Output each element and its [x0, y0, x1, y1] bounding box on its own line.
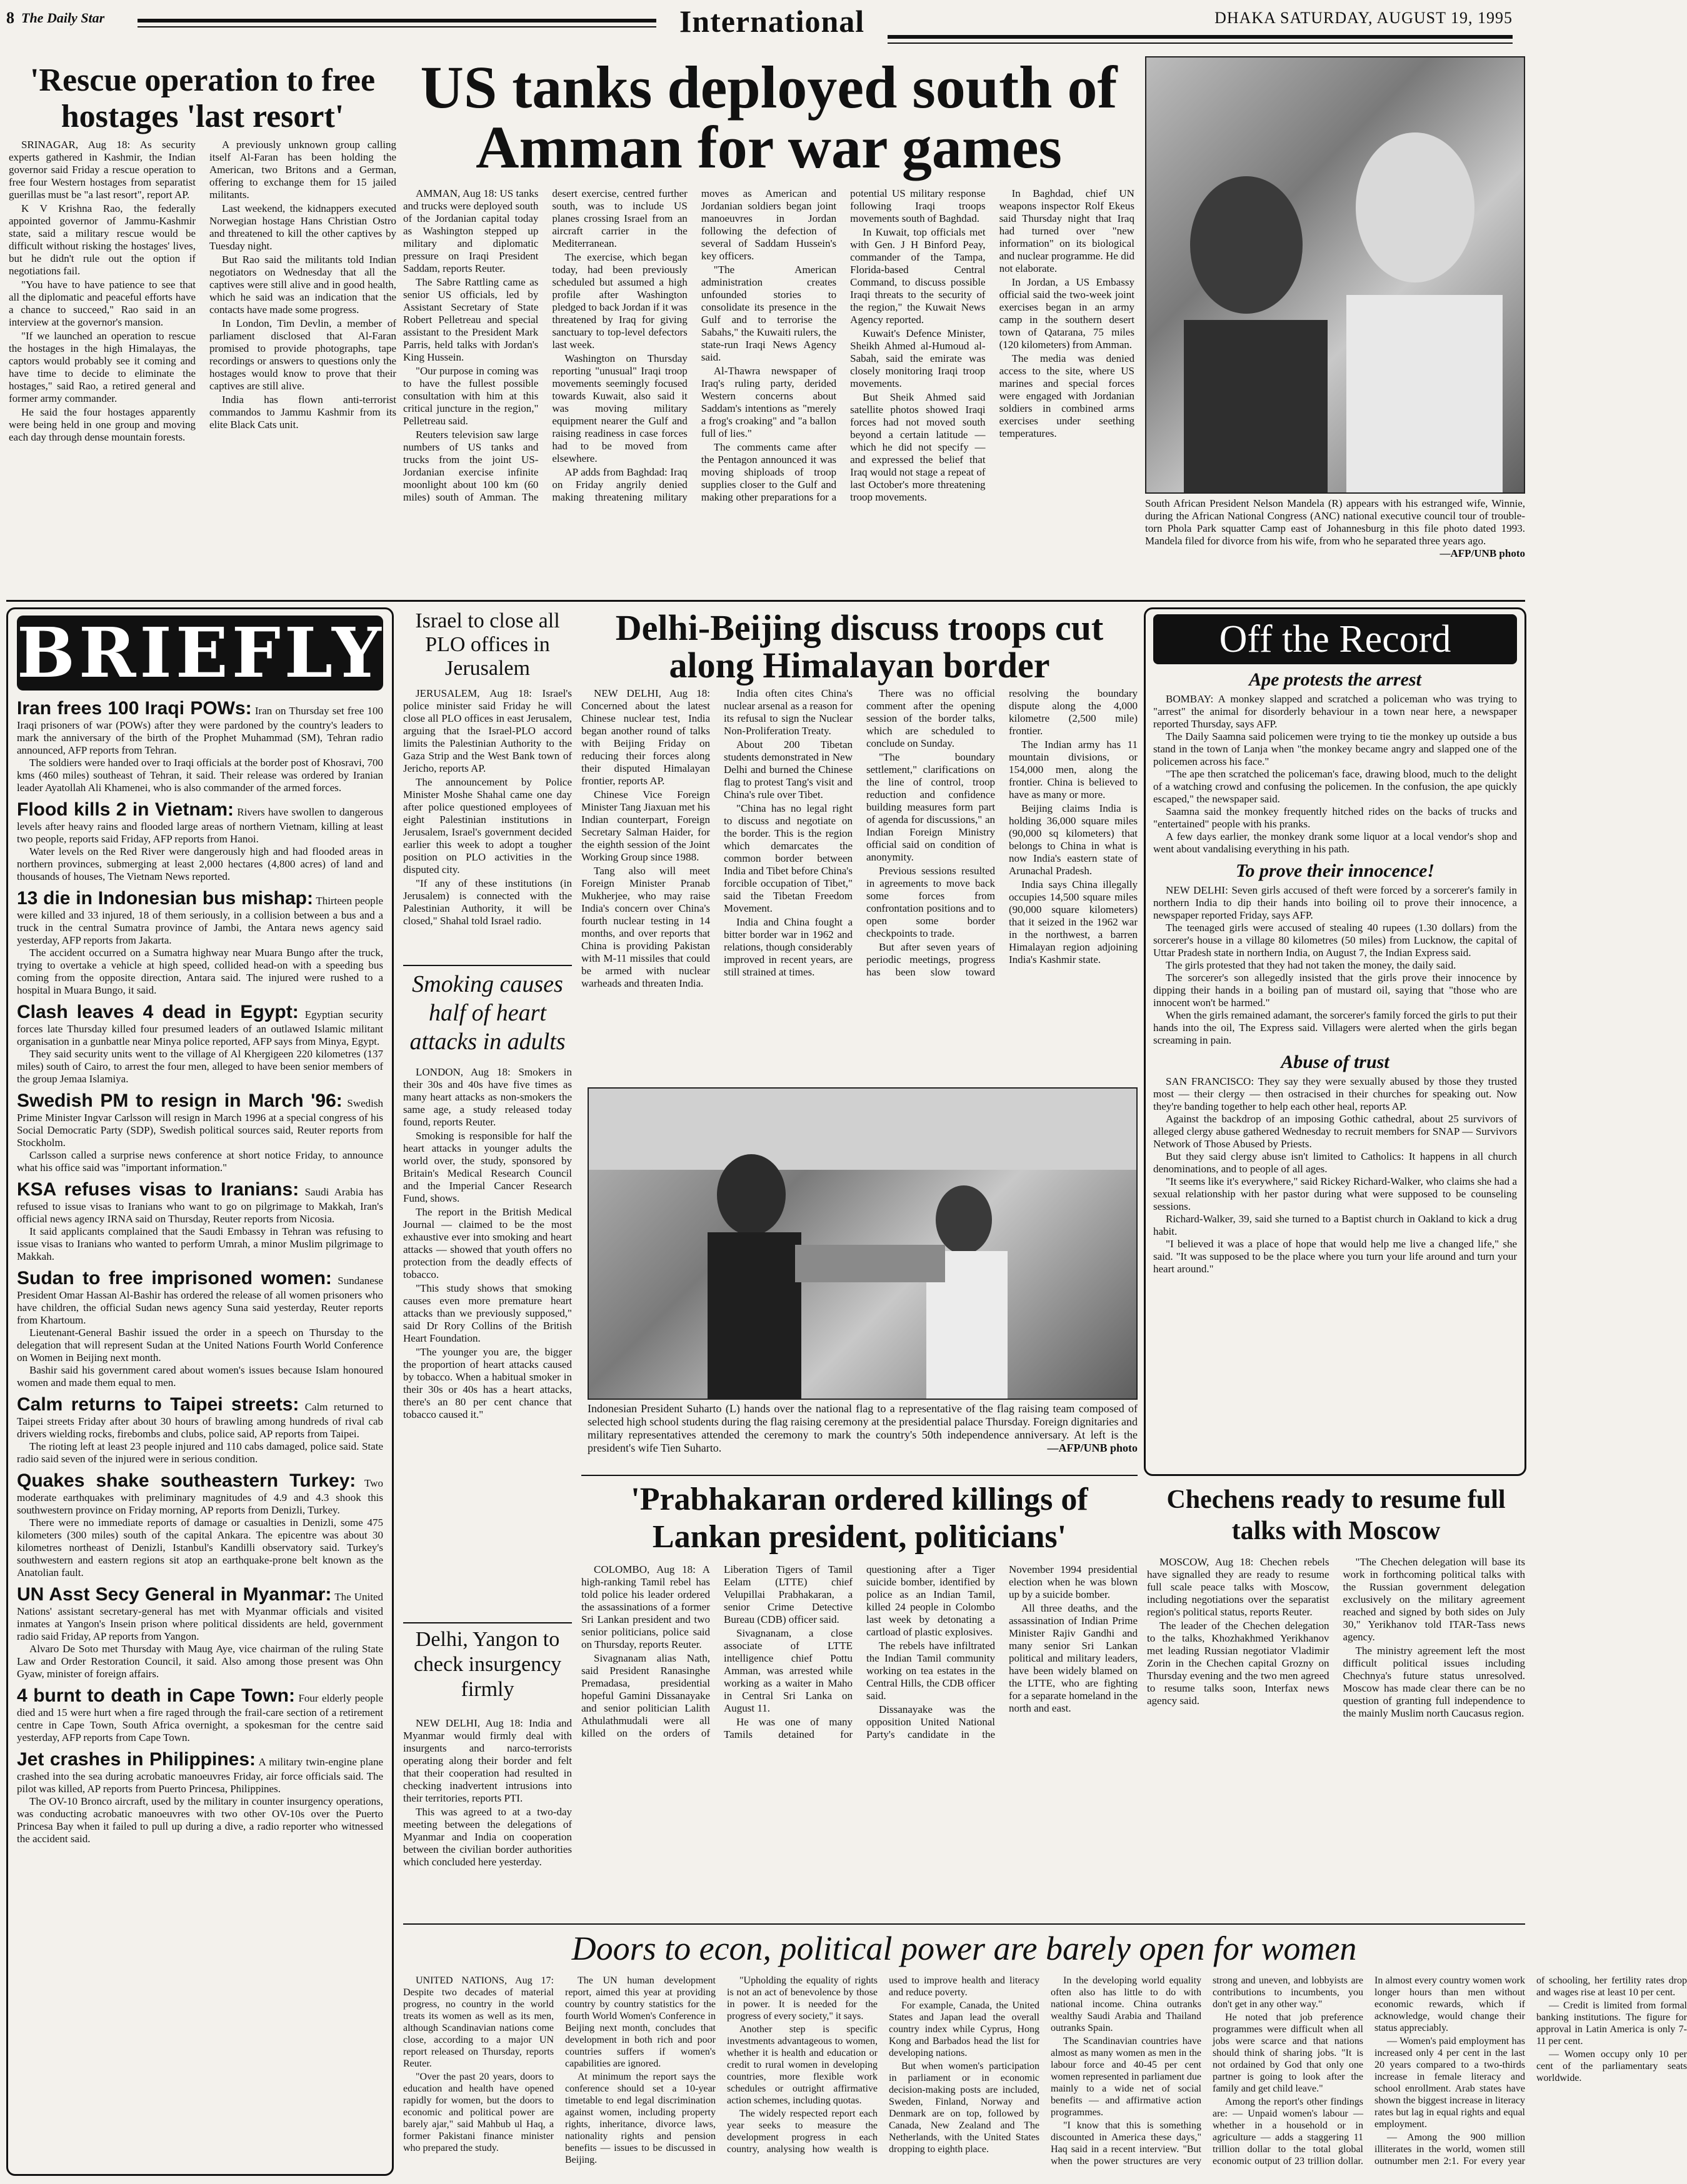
- masthead-rule-right-thin: [888, 42, 1513, 44]
- prabhakaran-para: COLOMBO, Aug 18: A high-ranking Tamil rebel has told police his leader ordered the assassinations of a former Sri Lankan president and two senior politicians, police said on Thursday, reports Reuter.: [581, 1563, 710, 1650]
- israel-body: [403, 687, 572, 956]
- delhi-para: India and China fought a bitter border war in 1962 and relations, though considerably improved in recent years, are still strained at times.: [724, 916, 853, 978]
- rescue-para: K V Krishna Rao, the federally appointed governor of Jammu-Kashmir state, said a military rescue would be difficult without risking the hostages' lives, but he didn't rule out the option if negotiations fail.: [9, 202, 196, 277]
- chechens-para: The leader of the Chechen delegation to the talks, Khozhakhmed Yerikhanov met leading Russian negotiator Vladimir Zorin in the Chechen capital Grozny on Thursday evening and the two men agreed to resume talks soon, Interfax news agency said.: [1147, 1620, 1329, 1707]
- brief-text: Bashir said his government cared about women's issues because Islam honoured women and made them equal to men.: [17, 1364, 383, 1389]
- brief-text: There were no immediate reports of damage or casualties in Denizli, some 475 kilometers (300 miles) south of the capital Ankara. The epicentre was about 30 kilometres northeast of Denizli, Istanbul's Kandilli observatory said. Turkey's southwestern and eastern regions sit atop an earthquake-prone belt known as the Anatolian fault.: [17, 1517, 383, 1578]
- mandela-caption-text: South African President Nelson Mandela (R) appears with his estranged wife, Winnie, during the African National Congress (ANC) national executive council tour of trouble-torn Phola Park squatter Camp east of Johannesburg in this file photo dated 1993. Mandela filed for divorce from his wife, from who he separated three years ago.: [1145, 497, 1525, 547]
- women-para: "Upholding the equality of rights is not an act of benevolence by those in power. It is needed for the progress of every society," it says.: [727, 1975, 878, 2022]
- brief-item: [17, 1002, 383, 1085]
- delhi-para: India says China illegally occupies 14,500 square miles (90,000 square kilometers) that it seized in the 1962 war in the northwest, a barren Himalayan region adjoining India's Kashmir state.: [1009, 879, 1138, 965]
- chechens-body: [1147, 1556, 1525, 1918]
- mandela-photo: [1145, 56, 1525, 494]
- women-para: The UN human development report, aimed this year at providing country by country statistics for the fourth World Women's Conference in Beijing next month, concludes that development in both rich and poor countries suffers if women's capabilities are ignored.: [565, 1975, 716, 2069]
- delhi-para: The Indian army has 11 mountain divisions, or 154,000 men, along the frontier. China is believed to have as many or more.: [1009, 739, 1138, 800]
- brief-text: A military twin-engine plane crashed into the sea during acrobatic manoeuvres Friday, air force officials said. The pilot was killed, AP reports from Puerto Princesa, Philippines.: [17, 1756, 383, 1795]
- otr-para: NEW DELHI: Seven girls accused of theft were forced by a sorcerer's family in northern India to dip their hands into boiling oil to prove their innocence, a newspaper reported Friday, says AFP.: [1153, 884, 1517, 921]
- brief-text: The United Nations' assistant secretary-general has met with Myanmar officials and visited inmates at Yangon's Insein prison where political dissidents are held, government radio said Friday, AP reports from Yangon.: [17, 1591, 383, 1642]
- women-para: "Over the past 20 years, doors to education and health have opened rapidly for women, but the doors to economic and political power are barely ajar," said Mahbub ul Haq, a former Pakistani finance minister who prepared the study.: [403, 2072, 554, 2153]
- brief-head: Swedish PM to resign in March '96:: [17, 1090, 343, 1111]
- smoking-para: Smoking is responsible for half the heart attacks in younger adults the world over, the study, sponsored by Britain's Medical Research Council and the Imperial Cancer Research Fund, shows.: [403, 1130, 572, 1204]
- brief-item: [17, 799, 383, 883]
- brief-item: [17, 698, 383, 794]
- women-headline: Doors to econ, political power are barely open for women: [571, 1930, 1357, 1967]
- brief-text: Water levels on the Red River were dangerously high and had flooded areas in northern provinces, submerging at least 2,000 hectares (4,800 acres) of land and thousands of houses, The Vietnam News reported.: [17, 845, 383, 882]
- chechens-para: The ministry agreement left the most difficult political issues including Chechnya's future status unresolved. Moscow has made clear there can be no question of granting full independence to the mainly Muslim north Caucasus region.: [1343, 1645, 1525, 1719]
- israel-rule: [403, 965, 572, 966]
- suharto-photo: [588, 1087, 1138, 1400]
- dateline: DHAKA SATURDAY, AUGUST 19, 1995: [1214, 9, 1513, 27]
- lead-para: The comments came after the Pentagon announced it was moving shiploads of troop supplies closer to the Gulf and making other preparations for a potential US military response following Iraqi troops movements south of Baghdad.: [701, 187, 986, 503]
- women-para: He noted that job preference programmes were difficult when all jobs were scarce and that nations should think of sharing jobs. "It is not ordained by God that only one partner is going to look after the family and get child leave.": [1213, 2012, 1363, 2094]
- otr-para: "I believed it was a place of hope that would help me live a changed life," she said. "It was supposed to be the place where you turn your life around and turn your heart around.": [1153, 1238, 1517, 1275]
- prabhakaran-para: The rebels have infiltrated the Indian Tamil community working on tea estates in the Central Hills, the CDB officer said.: [866, 1640, 995, 1702]
- brief-text: Calm returned to Taipei streets Friday after about 30 hours of brawling among hundreds of rival cab drivers wielding rocks, firebombs and clubs, police said, AP reports from Taipei.: [17, 1401, 383, 1440]
- rescue-para: SRINAGAR, Aug 18: As security experts gathered in Kashmir, the Indian governor said Friday a rescue operation to free four Western hostages from separatist guerillas must be "a last resort", report AP.: [9, 139, 196, 201]
- brief-text: Saudi Arabia has refused to issue visas to Iranians who want to go on pilgrimage to Makkah, Iran's official news agency IRNA said on Thursday, Reuter reports from Nicosia.: [17, 1186, 383, 1225]
- photo-placeholder-icon: [1146, 57, 1524, 492]
- lead-para: "Our purpose in coming was to have the fullest possible consultation with him at this critical juncture in the region," Pelletreau said.: [403, 365, 539, 427]
- suharto-caption-text: Indonesian President Suharto (L) hands over the national flag to a representative of the flag raising team composed of selected high school students during the flag raising ceremony at the presidential palace Thursday. Foreign dignitaries and military representatives attended the ceremony to mark the country's 50th independence anniversary. At left is the president's wife Tien Suharto.: [588, 1402, 1138, 1454]
- delhi-para: NEW DELHI, Aug 18: Concerned about the latest Chinese nuclear test, India began another round of talks with Beijing Friday on reducing their forces along their disputed Himalayan frontier, reports AP.: [581, 687, 710, 787]
- rescue-para: Last weekend, the kidnappers executed Norwegian hostage Hans Christian Ostro and threatened to kill the other captives by Tuesday night.: [209, 202, 396, 252]
- smoking-rule: [403, 1622, 572, 1623]
- otr-para: The girls protested that they had not taken the money, the daily said.: [1166, 959, 1456, 971]
- israel-para: JERUSALEM, Aug 18: Israel's police minister said Friday he will close all PLO offices in east Jerusalem, arguing that the Israel-PLO accord limits the Palestinian Authority to the Gaza Strip and the West Bank town of Jericho, reports AP.: [403, 687, 572, 774]
- chechens-para: MOSCOW, Aug 18: Chechen rebels have signalled they are ready to resume full scale peace talks with Moscow, including negotiations over the separatist region's political status, reports Reuter.: [1147, 1556, 1329, 1618]
- otr-para: The sorcerer's son allegedly insisted that the girls prove their innocence by dipping their hands in a boiling pan of mustard oil, saying that "those who are innocent won't be harmed.": [1153, 972, 1517, 1009]
- rescue-para: "If we launched an operation to rescue the hostages in the high Himalayas, the captors would probably see it coming and have time to decide to eliminate the hostages," said Rao, a retired general and former army commander.: [9, 330, 196, 404]
- women-para: "I know that this is something discounted in America these days," Haq said in a recent interview. "But when the power structures are very strong and uneven, and lobbyists are contributions to incumbents, you don't get in any other way.": [1051, 1975, 1363, 2167]
- smoking-para: The report in the British Medical Journal — claimed to be the most exhaustive ever into smoking and heart attacks — showed that youth offers no protection from the deadly effects of tobacco.: [403, 1206, 572, 1280]
- otr-para: When the girls remained adamant, the sorcerer's family forced the girls to put their hands into the oil, The Express said. Villagers were alerted when the girls began screaming in pain.: [1153, 1009, 1517, 1046]
- prabhakaran-para: Sivagnanam alias Nath, said President Ranasinghe Premadasa, presidential hopeful Gamini Dissanayake and senior politician Lalith Athulathmudali were all killed on the orders of Liberation Tigers of Tamil Eelam (LTTE) chief Velupillai Prabhakaran, a senior Crime Detective Bureau (CDB) officer said.: [581, 1563, 853, 1739]
- otr-subhead: Ape protests the arrest: [1249, 669, 1421, 690]
- brief-text: Four elderly people died and 15 were hurt when a fire raged through the frail-care section of a retirement centre in Cape Town, South Africa overnight, a spokesman for the centre said yesterday, AFP reports from Cape Town.: [17, 1692, 383, 1743]
- delhi-headline: Delhi-Beijing discuss troops cut along Himalayan border: [615, 607, 1104, 686]
- women-para: — Women occupy only 10 per cent of the parliamentary seats worldwide.: [1536, 2049, 1687, 2083]
- brief-head: Calm returns to Taipei streets:: [17, 1394, 299, 1415]
- delhi-para: "The boundary settlement," clarifications on the line of control, troop reduction and confidence building measures form part of agenda for discussions," an Indian Foreign Ministry official said on condition of anonymity.: [866, 751, 995, 863]
- otr-para: Richard-Walker, 39, said she turned to a Baptist church in Oakland to kick a drug habit.: [1153, 1213, 1517, 1237]
- masthead-rule-left-thin: [138, 26, 656, 27]
- lead-para: AP adds from Baghdad: Iraq on Friday angrily denied making threatening military moves as American and Jordanian soldiers began joint manoeuvres in Jordan following the defection of several of Saddam Hussein's key officers.: [552, 187, 837, 503]
- delhi-para: There was no official comment after the opening session of the border talks, which are scheduled to conclude on Sunday.: [866, 687, 995, 749]
- brief-item: [17, 1749, 383, 1845]
- otr-subhead: To prove their innocence!: [1235, 860, 1435, 881]
- suharto-credit: —AFP/UNB photo: [1047, 1442, 1138, 1454]
- women-para: — Among the 900 million illiterates in the world, women still outnumber men 2:1. For every year of schooling, her fertility rates drop and wages rise at least 10 per cent.: [1374, 1975, 1687, 2167]
- photo-placeholder-icon: [589, 1089, 1136, 1399]
- brief-item: [17, 888, 383, 997]
- brief-text: Egyptian security forces late Thursday killed four presumed leaders of an outlawed Islamic militant organisation in a gunbattle near Minya police reported, AFP says from Minya, Egypt.: [17, 1009, 383, 1047]
- women-para: UNITED NATIONS, Aug 17: Despite two decades of material progress, no country in the world treats its women as well as its men, although Scandinavian nations come close, according to a major UN report released on Thursday, reports Reuter.: [403, 1975, 554, 2069]
- women-body: [403, 1975, 1687, 2178]
- lead-para: The media was denied access to the site, where US marines and special forces were engaged with Jordanian soldiers in combined arms exercises under seething temperatures.: [999, 352, 1134, 439]
- lead-para: But Sheik Ahmed said satellite photos showed Iraqi forces had not moved south beyond a certain latitude — which he did not specify — and expressed the belief that Iraq would not stage a repeat of last October's more threatening troop movements.: [850, 391, 986, 503]
- section-title: International: [679, 4, 865, 39]
- otr-para: BOMBAY: A monkey slapped and scratched a policeman who was trying to "arrest" the animal for disorderly behaviour in a town near here, a newspaper reported Thursday, says AFP.: [1153, 693, 1517, 730]
- rescue-para: In London, Tim Devlin, a member of parliament disclosed that Al-Faran promised to provide photographs, tape recordings or answers to questions only the hostages would know to prove that their captives are still alive.: [209, 317, 396, 392]
- women-para: At minimum the report says the conference should set a 10-year timetable to end legal discrimination against women, including property rights, inheritance, divorce laws, nationality rights and pension benefits — issues to be discussed in Beijing.: [565, 2072, 716, 2165]
- otr-para: Saamna said the monkey frequently hitched rides on the backs of trucks and "entertained" people with his pranks.: [1153, 805, 1517, 830]
- brief-head: Iran frees 100 Iraqi POWs:: [17, 698, 252, 719]
- smoking-para: "The younger you are, the bigger the proportion of heart attacks caused by tobacco. When a habitual smoker in their 30s or 40s has a heart attacks, there's an 80 per cent chance that tobacco caused it.": [403, 1346, 572, 1420]
- smoking-body: [403, 1066, 572, 1616]
- brief-text: Iran on Thursday set free 100 Iraqi prisoners of war (POWs) after they were pardoned by the country's leaders to mark the anniversary of the birth of the Prophet Muhammad (SM), Tehran radio announced, AFP reports from Tehran.: [17, 705, 384, 756]
- lead-para: Reuters television saw large numbers of US tanks and trucks from the joint US-Jordanian exercise infinite moonlight about 100 km (60 miles) south of Amman. The desert exercise, centred further south, was to include US planes crossing Israel from an aircraft carrier in the Mediterranean.: [403, 187, 688, 503]
- women-para: In the developing world equality often also has little to do with national income. China outranks wealthy Saudi Arabia and Thailand outranks Spain.: [1051, 1975, 1201, 2033]
- brief-text: The soldiers were handed over to Iraqi officials at the border post of Khosravi, 700 kms (460 miles) southeast of Tehran, it said. Their release was ordered by Iranian leader Ayatollah Ali Khamenei, who is also commander of the armed forces.: [17, 757, 383, 794]
- lead-body: [403, 187, 1134, 600]
- women-para: Among the report's other findings are: — Unpaid women's labour — whether in a household or in agriculture — adds a staggering 11 trillion dollar to the total global economic output of 23 trillion dollar. In almost every country women work longer hours than men without economic rewards, which if acknowledge, would change their status appreciably.: [1213, 1975, 1525, 2167]
- lead-para: Washington on Thursday reporting "unusual" Iraqi troop movements seemingly focused towards Kuwait, also said it was moving military equipment nearer the Gulf and raising readiness in case forces had to be moved from elsewhere.: [552, 352, 688, 464]
- women-para: The Scandinavian countries have almost as many women as men in the labour force and 40-45 per cent women represented in parliament due mainly to a wide net of social benefits — and affirmative action programmes.: [1051, 2036, 1201, 2118]
- women-para: Another step is specific investments advantageous to women, whether it is health and education or credit to rural women in developing countries, more flexible work schedules or outright affirmative action schemes, including quotas.: [727, 2024, 878, 2106]
- brief-text: Carlsson called a surprise news conference at short notice Friday, to announce what his office said was "important information.": [17, 1149, 383, 1174]
- photo-rule: [581, 1475, 1138, 1476]
- rescue-para: A previously unknown group calling itself Al-Faran has been holding the American, two Britons and a German, offering to exchange them for 15 jailed militants.: [209, 139, 396, 201]
- brief-head: Jet crashes in Philippines:: [17, 1749, 256, 1770]
- brief-text: Rivers have swollen to dangerous levels after heavy rains and flooded large areas of northern Vietnam, killing at least two people, reports said Friday, AFP reports from Hanoi.: [17, 806, 384, 845]
- prabhakaran-para: All three deaths, and the assassination of Indian Prime Minister Rajiv Gandhi and many senior Sri Lankan political and military leaders, have been widely blamed on the LTTE, who are fighting for a separate homeland in the north and east.: [1009, 1602, 1138, 1714]
- paper-name: The Daily Star: [21, 10, 105, 26]
- page-number: 8: [6, 9, 14, 27]
- brief-item: [17, 1394, 383, 1465]
- otr-para: The Daily Saamna said policemen were trying to tie the monkey up outside a bus stand in the town of Lanja when "the monkey became angry and slapped one of the policemen across his face.": [1153, 730, 1517, 767]
- prabhakaran-headline: 'Prabhakaran ordered killings of Lankan president, politicians': [631, 1482, 1088, 1555]
- women-para: — Credit is limited from formal banking institutions. The figure for approval in Latin America is only 7-11 per cent.: [1536, 2000, 1687, 2047]
- smoking-para: LONDON, Aug 18: Smokers in their 30s and 40s have five times as many heart attacks as non-smokers the same age, a study released today found, reports Reuter.: [403, 1066, 572, 1128]
- chechens-headline: Chechens ready to resume full talks with Moscow: [1166, 1485, 1506, 1545]
- chechens-para: "The Chechen delegation will base its work in forthcoming political talks with the Russian government delegation exclusively on the military agreement reached and signed by both sides on July 30," Yerikhanov told ITAR-Tass news agency.: [1343, 1556, 1525, 1643]
- otr-para: Against the backdrop of an imposing Gothic cathedral, about 25 survivors of alleged clergy abuse gathered Wednesday to recruit members for SNAP — Survivors Network of Those Abused by Priests.: [1153, 1113, 1517, 1150]
- women-para: For example, Canada, the United States and Japan lead the overall country index while Cyprus, Hong Kong and Barbados head the list for developing nations.: [889, 2000, 1039, 2058]
- delhi-para: Chinese Vice Foreign Minister Tang Jiaxuan met his Indian counterpart, Foreign Secretary Salman Haider, for the eighth session of the Joint Working Group since 1988.: [581, 789, 710, 863]
- women-para: But when women's participation in parliament or in economic decision-making posts are included, Sweden, Finland, Norway and Denmark are on top, followed by Canada, New Zealand and The Netherlands, with the United States dropping to eighth place.: [889, 2061, 1039, 2155]
- otr-para: A few days earlier, the monkey drank some liquor at a local vendor's shop and went about vandalising everything in his path.: [1153, 830, 1517, 855]
- rescue-para: But Rao said the militants told Indian negotiators on Wednesday that all the captives were still alive and in good health, which he said was an indication that the contacts have made some progress.: [209, 254, 396, 316]
- lead-para: "The American administration creates unfounded stories to consolidate its presence in the Gulf and to terrorise the Sabahs," the Kuwaiti rulers, the state-run Iraqi News Agency said.: [701, 264, 837, 363]
- brief-item: [17, 1179, 383, 1263]
- lead-para: In Jordan, a US Embassy official said the two-week joint exercises began in an army camp in the southern desert town of Qatarana, 75 miles (120 kilometers) from Amman.: [999, 276, 1134, 351]
- briefly-title: BRIEFLY: [17, 612, 385, 693]
- delhi-para: Previous sessions resulted in agreements to move back some forces from confrontation positions and to open some border checkpoints to trade.: [866, 865, 995, 939]
- brief-text: Alvaro De Soto met Thursday with Maug Aye, vice chairman of the ruling State Law and Order Restoration Council, it said. Also among those present was Ohn Gyaw, minister of foreign affairs.: [17, 1643, 383, 1680]
- smoking-headline: Smoking causes half of heart attacks in adults: [409, 971, 566, 1055]
- israel-para: "If any of these institutions (in Jerusalem) is connected with the Palestinian Authority, it will be closed," Shahal told Israel radio.: [403, 877, 572, 927]
- prabhakaran-para: Sivagnanam, a close associate of LTTE intelligence chief Pottu Amman, was arrested while working as a waiter in Maho in Central Sri Lanka on August 11.: [724, 1627, 853, 1714]
- brief-text: Swedish Prime Minister Ingvar Carlsson will resign in March 1996 at a special congress of his Social Democratic Party (SDP), Swedish political sources said, Reuter reports from Stockholm.: [17, 1097, 383, 1149]
- lead-para: The exercise, which began today, had been previously scheduled but assumed a high profile after Washington pledged to back Jordan if it was threatened by Iraq for giving sanctuary to top-level defectors last week.: [552, 251, 688, 351]
- masthead-rule-left: [138, 19, 656, 22]
- brief-head: Flood kills 2 in Vietnam:: [17, 799, 234, 820]
- brief-item: [17, 1470, 383, 1579]
- lead-para: In Baghdad, chief UN weapons inspector Rolf Ekeus said Thursday night that Iraq had turned over "new information" on its biological and nuclear programme. He did not elaborate.: [999, 187, 1134, 274]
- delhi-body: [581, 687, 1138, 1075]
- delhi-para: India often cites China's nuclear arsenal as a reason for its refusal to sign the Nuclear Non-Proliferation Treaty.: [724, 687, 853, 737]
- otr-para: But they said clergy abuse isn't limited to Catholics: It happens in all church denominations, and to people of all ages.: [1153, 1150, 1517, 1175]
- brief-text: The accident occurred on a Sumatra highway near Muara Bungo after the truck, trying to overtake a vehicle at high speed, collided head-on with a speeding bus coming from the opposite direction, Antara said. The injured were rushed to a hospital in Muara Bungo, it said.: [17, 947, 383, 996]
- israel-headline: Israel to close all PLO offices in Jerusalem: [415, 609, 560, 680]
- mandela-credit: —AFP/UNB photo: [1439, 547, 1525, 559]
- brief-item: [17, 1090, 383, 1174]
- brief-text: Sundanese President Omar Hassan Al-Bashir has ordered the release of all women prisoners who have children, the official Sudan news agency Suna said yesterday, Reuter reports from Khartoum.: [17, 1275, 384, 1326]
- otr-subhead: Abuse of trust: [1281, 1052, 1389, 1072]
- otr-para: The teenaged girls were accused of stealing 40 rupees (1.30 dollars) from the sorcerer's house in a village 80 kilometres (50 miles) from Lucknow, the capital of Uttar Pradesh state in northern India, on August 7, the Indian Express said.: [1153, 922, 1517, 959]
- smoking-para: "This study shows that smoking causes even more premature heart attacks than we previously supposed," said Dr Rory Collins of the British Heart Foundation.: [403, 1282, 572, 1344]
- delhi-para: "China has no legal right to discuss and negotiate on the border. This is the region which demarcates the common border between India and Tibet before China's forcible occupation of Tibet," said the Tibetan Freedom Movement.: [724, 802, 853, 914]
- delhi-para: Tang also will meet Foreign Minister Pranab Mukherjee, who may raise India's concern over China's fourth nuclear testing in 14 months, and over reports that China is providing Pakistan with M-11 missiles that could be armed with nuclear warheads and threaten India.: [581, 865, 710, 989]
- masthead-rule-right: [888, 35, 1513, 39]
- brief-item: [17, 1268, 383, 1389]
- women-para: — Women's paid employment has increased only 4 per cent in the last 20 years compared to a two-thirds increase in female literacy and school enrollment. Arab states have shown the biggest increase in literacy rates but lag in equal rights and equal employment.: [1374, 2036, 1525, 2130]
- brief-head: Quakes shake southeastern Turkey:: [17, 1470, 356, 1491]
- brief-text: The rioting left at least 23 people injured and 110 cabs damaged, police said. State radio said seven of the injured were in serious condition.: [17, 1440, 383, 1465]
- otr-title: Off the Record: [1153, 614, 1517, 664]
- prabhakaran-para: He was one of many Tamils detained for questioning after a Tiger suicide bomber, identified by police as an Indian Tamil, killed 24 people in Colombo last week by detonating a cartload of plastic explosives.: [724, 1563, 995, 1740]
- otr-para: "The ape then scratched the policeman's face, drawing blood, much to the delight of a watching crowd and confusing the policemen. In the confusion, the ape quickly escaped," the newspaper said.: [1153, 768, 1517, 805]
- lead-para: The Sabre Rattling came as senior US officials, led by Assistant Secretary of State Robert Pelletreau and special assistant to the President Mark Parris, held talks with Jordan's King Hussein.: [403, 276, 539, 363]
- women-rule: [403, 1923, 1525, 1925]
- prabhakaran-body: [581, 1563, 1138, 1920]
- brief-text: Lieutenant-General Bashir issued the order in a speech on Thursday to the delegation that will represent Sudan at the United Nations Fourth World Conference on Women in Beijing next month.: [17, 1327, 383, 1364]
- rescue-para: "You have to have patience to see that all the diplomatic and peaceful efforts have a chance to succeed," Rao said in an interview at the governor's mansion.: [9, 279, 196, 328]
- lead-para: In Kuwait, top officials met with Gen. J H Binford Peay, commander of the Tampa, Florida-based Central Command, to discuss possible Iraqi threats to the security of the region," the Kuwait News Agency reported.: [850, 226, 986, 326]
- brief-head: Sudan to free imprisoned women:: [17, 1268, 332, 1289]
- brief-item: [17, 1685, 383, 1744]
- lead-para: Kuwait's Defence Minister, Sheikh Ahmed al-Humoud al-Sabah, said the emirate was closely monitoring Iraqi troop movements.: [850, 327, 986, 389]
- yangon-para: NEW DELHI, Aug 18: India and Myanmar would firmly deal with insurgents and narco-terrorists operating along their border and felt that their cooperation had resulted in checking inadvertent intrusions into their territories, reports PTI.: [403, 1717, 572, 1804]
- delhi-para: About 200 Tibetan students demonstrated in New Delhi and burned the Chinese flag to protest Tang's visit and China's rule over Tibet.: [724, 739, 853, 800]
- briefly-box: [6, 607, 394, 2176]
- otr-para: SAN FRANCISCO: They say they were sexually abused by those they trusted most — their clergy — then ostracised in their churches for speaking out. Now they're banding together to help each other heal, reports AP.: [1153, 1075, 1517, 1112]
- lead-para: AMMAN, Aug 18: US tanks and trucks were deployed south of the Jordanian capital today as Washington stepped up military and diplomatic pressure on Iraqi President Saddam, reports Reuter.: [403, 187, 539, 274]
- delhi-para: But after seven years of periodic meetings, progress has been slow toward resolving the boundary dispute along the 4,000 kilometre (2,500 mile) frontier.: [866, 687, 1138, 978]
- brief-item: [17, 1584, 383, 1680]
- prabhakaran-para: Dissanayake was the opposition United National Party's candidate in the November 1994 presidential election when he was blown up by a suicide bomber.: [866, 1563, 1138, 1740]
- rescue-para: He said the four hostages apparently were being held in one group and moving each day through dense mountain forests.: [9, 406, 196, 443]
- yangon-body: [403, 1717, 572, 1923]
- top-section-rule: [6, 600, 1525, 602]
- yangon-para: This was agreed to at a two-day meeting between the delegations of Myanmar and India on cooperation between the civilian border authorities which concluded here yesterday.: [403, 1806, 572, 1868]
- otr-box: [1144, 607, 1526, 1476]
- brief-text: It said applicants complained that the Saudi Embassy in Tehran was refusing to issue visas to Iranians who wanted to perform Umrah, a minor Muslim pilgrimage to Makkah.: [17, 1225, 383, 1262]
- delhi-para: Beijing claims India is holding 36,000 square miles (90,000 sq kilometers) that belongs to China in what is now India's eastern state of Arunachal Pradesh.: [1009, 802, 1138, 877]
- brief-text: Thirteen people were killed and 33 injured, 18 of them seriously, in a collision between a bus and a truck in the central Sumatra province of Jambi, the Antara news agency said yesterday, AFP reports from Jakarta.: [17, 895, 383, 946]
- mandela-caption: [1145, 497, 1525, 591]
- suharto-caption: [588, 1402, 1138, 1471]
- brief-head: 4 burnt to death in Cape Town:: [17, 1685, 295, 1706]
- rescue-headline: 'Rescue operation to free hostages 'last resort': [29, 62, 376, 134]
- israel-para: The announcement by Police Minister Moshe Shahal came one day after police questioned employees of eight Palestinian institutions in Jerusalem, Israel's government decided earlier this week to adopt a tougher position on PLO activities in the disputed city.: [403, 776, 572, 875]
- brief-head: KSA refuses visas to Iranians:: [17, 1179, 299, 1200]
- lead-headline: US tanks deployed south of Amman for war games: [420, 54, 1118, 181]
- brief-head: 13 die in Indonesian bus mishap:: [17, 888, 313, 909]
- yangon-headline: Delhi, Yangon to check insurgency firmly: [413, 1628, 562, 1701]
- brief-head: UN Asst Secy General in Myanmar:: [17, 1584, 332, 1605]
- rescue-para: India has flown anti-terrorist commandos to Jammu Kashmir from its elite Black Cats unit.: [209, 394, 396, 431]
- brief-text: The OV-10 Bronco aircraft, used by the military in counter insurgency operations, was conducting acrobatic manoeuvres with two other OV-10s over the Puerto Princesa Bay when it failed to pull up during a dive, a radio reporter who witnessed the accident said.: [17, 1795, 383, 1845]
- lead-para: Al-Thawra newspaper of Iraq's ruling party, derided Western concerns about Saddam's intentions as "merely a frog's croaking" and "a ballon full of lies.": [701, 365, 837, 439]
- otr-para: "It seems like it's everywhere," said Rickey Richard-Walker, who claims she had a sexual relationship with her pastor during what were supposed to be counseling sessions.: [1153, 1175, 1517, 1212]
- rescue-body: [9, 139, 396, 601]
- brief-head: Clash leaves 4 dead in Egypt:: [17, 1002, 299, 1022]
- women-para: The widely respected report each year seeks to measure the development progress in each country, analysing how wealth is used to improve health and literacy and reduce poverty.: [727, 1975, 1039, 2155]
- briefly-items: [8, 698, 392, 1845]
- brief-text: Two moderate earthquakes with preliminary magnitudes of 4.9 and 4.3 shook this southwestern province on Friday morning, AP reports from Denizli, Turkey.: [17, 1477, 383, 1516]
- brief-text: They said security units went to the village of Al Khergigeen 220 kilometres (137 miles) south of Cairo, to arrest the four men, alleged to have been senior members of the group Jemaa Islamiya.: [17, 1048, 383, 1085]
